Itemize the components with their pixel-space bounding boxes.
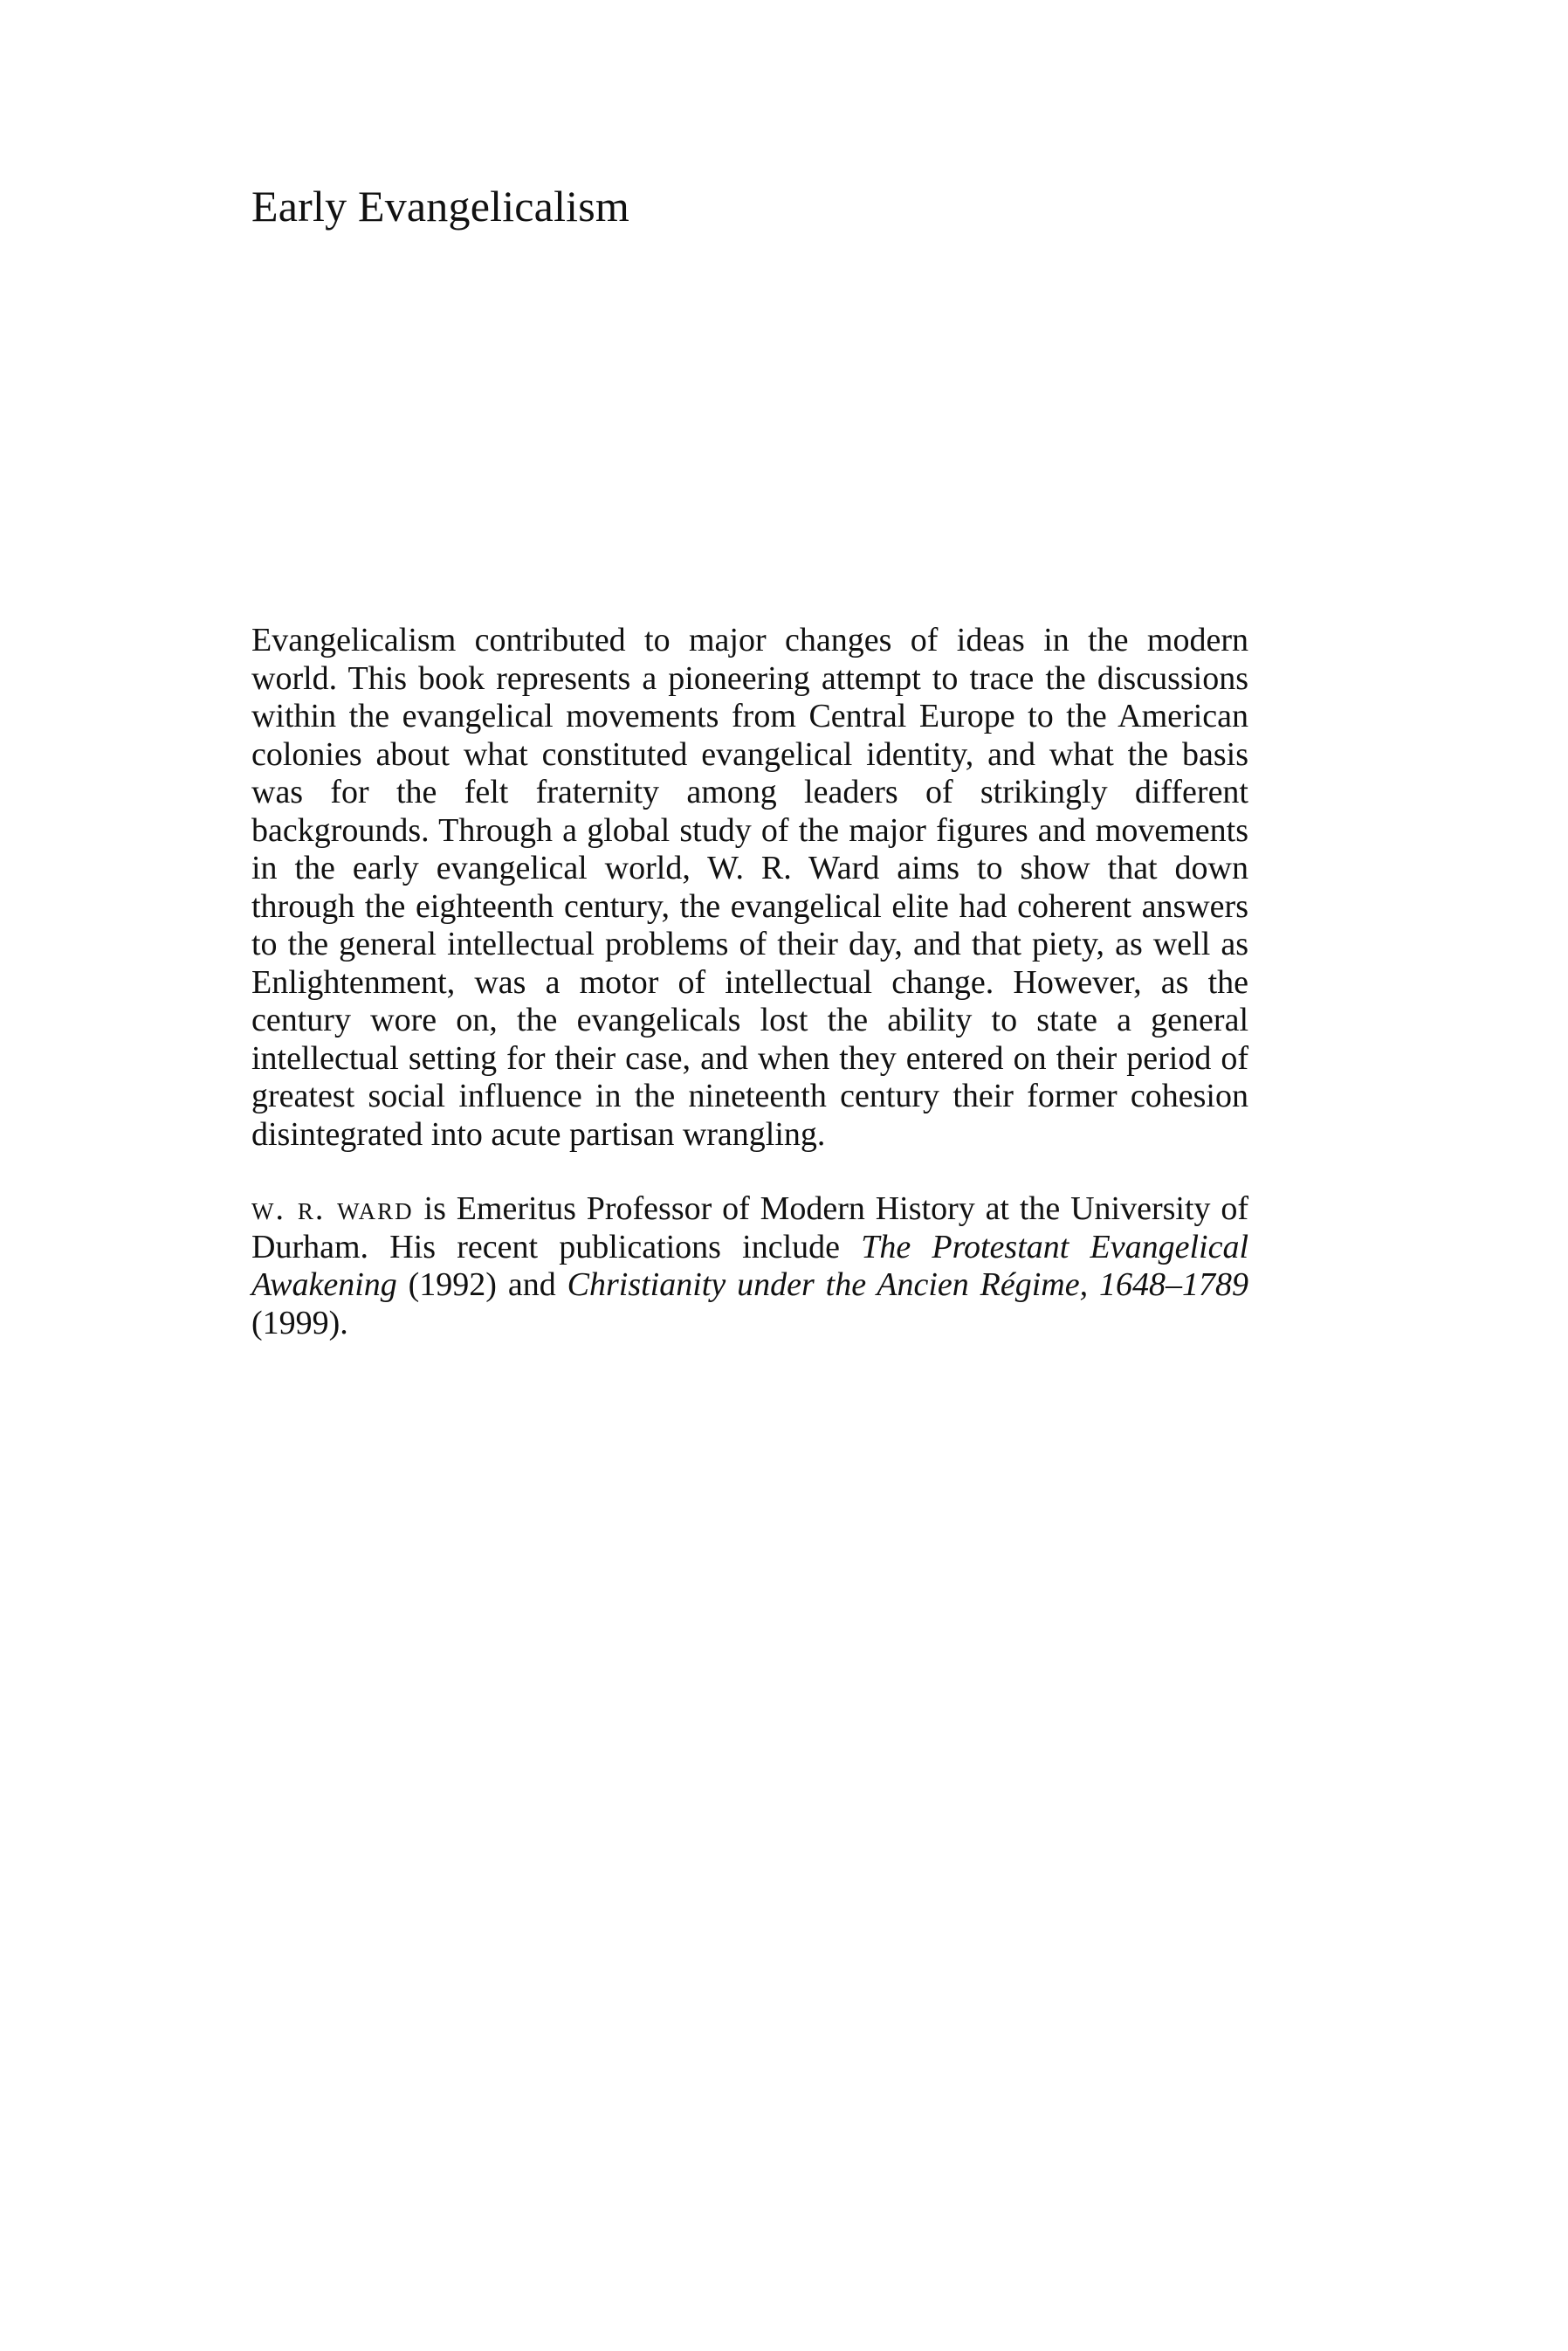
blurb <box>251 622 1248 1342</box>
author-bio-text: (1999). <box>251 1304 348 1341</box>
author-bio-text: is Emeritus Professor of Modern History at the University of Durham. His recent publications include <box>251 1190 1248 1265</box>
author-bio <box>251 1190 1248 1342</box>
publication-title: The Protestant Evangelical Awakening <box>251 1228 1248 1303</box>
author-bio-text: (1992) and <box>396 1266 567 1303</box>
author-name: w. r. ward <box>251 1190 414 1227</box>
publication-title: Christianity under the Ancien Régime, 1648–1789 <box>567 1266 1248 1303</box>
book-title: Early Evangelicalism <box>251 182 630 231</box>
book-description: Evangelicalism contributed to major changes of ideas in the modern world. This book represents a pioneering attempt to trace the discussions within the evangelical movements from Central Europe to the American colonies about what constituted evangelical identity, and what the basis was for the felt fraternity among leaders of strikingly different backgrounds. Through a global study of the major figures and movements in the early evangelical world, W. R. Ward aims to show that down through the eighteenth century, the evangelical elite had coherent answers to the general intellectual problems of their day, and that piety, as well as Enlightenment, was a motor of intellectual change. However, as the century wore on, the evangelicals lost the ability to state a general intellectual setting for their case, and when they entered on their period of greatest social influence in the nineteenth century their former cohesion disintegrated into acute partisan wrangling. <box>251 622 1248 1153</box>
